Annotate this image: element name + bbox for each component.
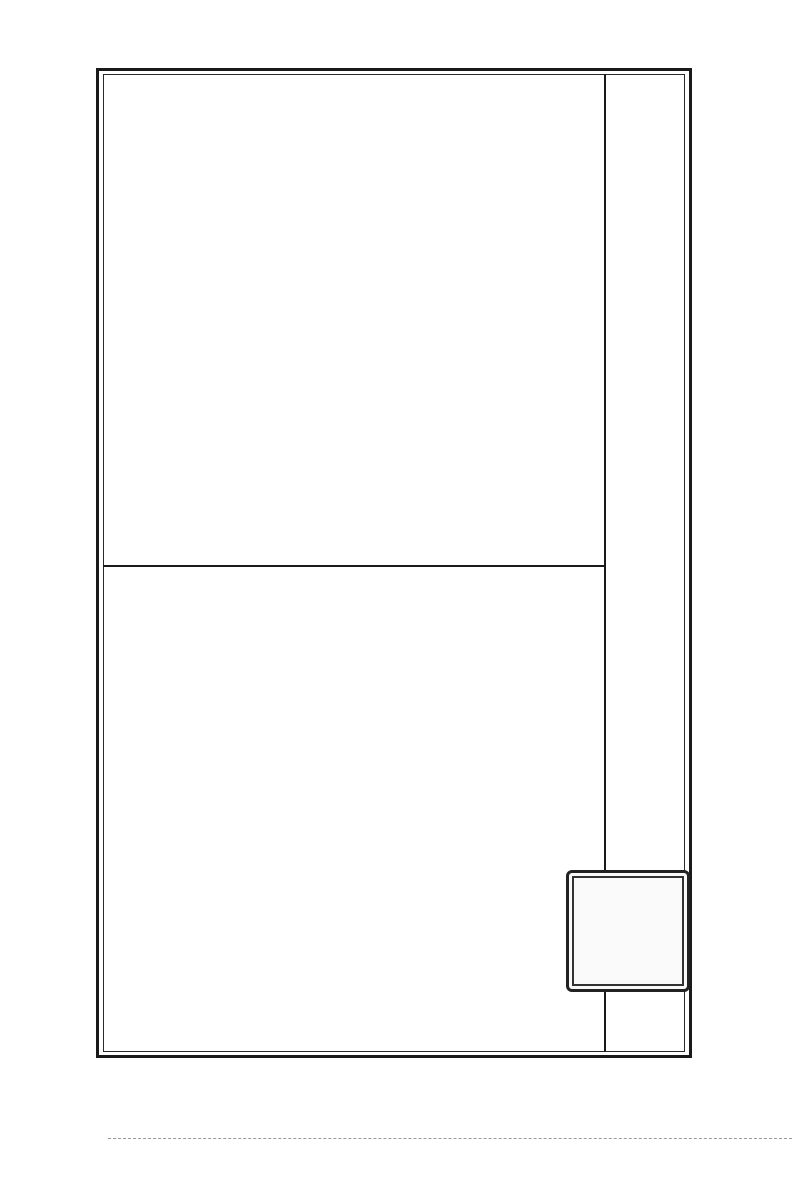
seal-glyphs — [572, 876, 684, 986]
library-seal — [566, 870, 690, 992]
section-divider — [103, 565, 604, 567]
scan-edge — [108, 1138, 792, 1140]
